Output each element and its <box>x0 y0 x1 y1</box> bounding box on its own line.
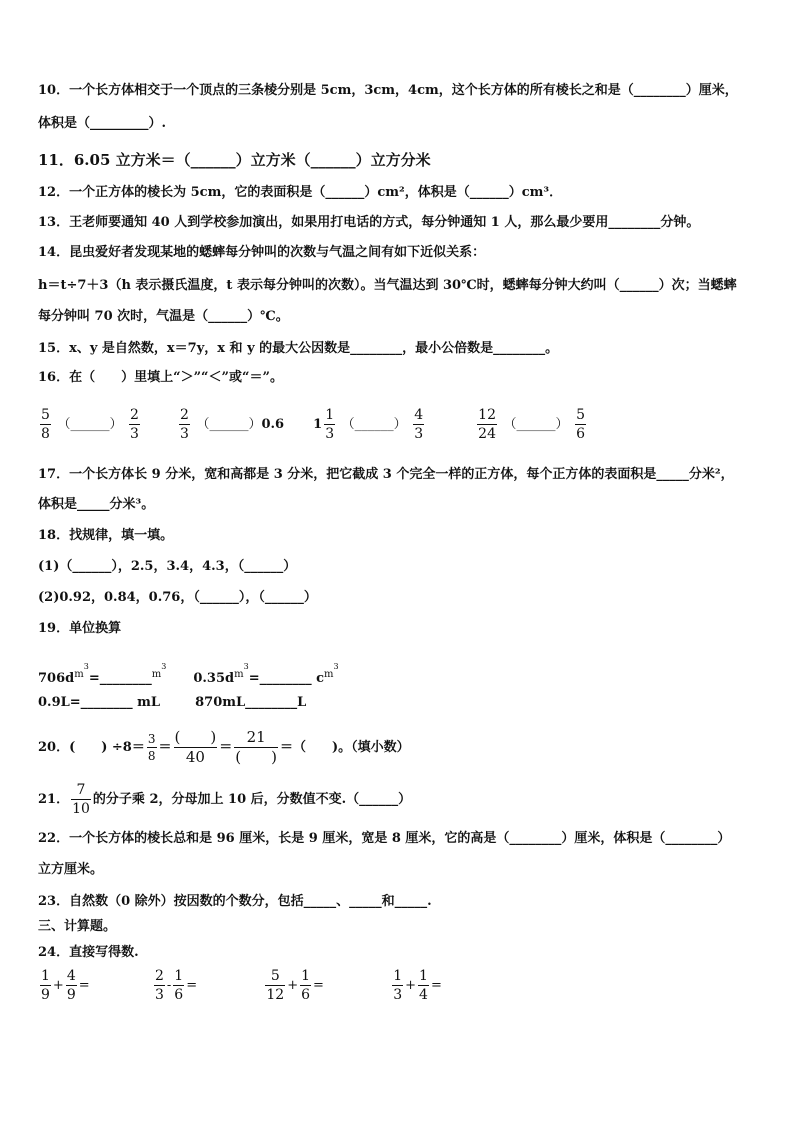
question-20-prefix: 20．( ) ÷8＝ <box>38 740 145 755</box>
fraction: $\frac{5}{12}$ <box>266 968 285 1003</box>
question-19-row-2 <box>38 694 306 712</box>
section-3-heading: 三、计算题。 <box>38 919 117 934</box>
fraction: $\frac{2}{3}$ <box>130 407 139 442</box>
expression: $\frac{2}{3}$ - $\frac{1}{6}$ = <box>154 968 198 1003</box>
answer-blank: （______） <box>196 417 262 432</box>
mixed-whole: 1 <box>313 417 323 432</box>
fraction: $\frac{2}{3}$ <box>154 968 164 1003</box>
unit-value: 706d <box>38 671 75 686</box>
question-11: 11．6.05 立方米＝（______）立方米（______）立方分米 <box>38 151 431 169</box>
expression: $\frac{5}{12}$ + $\frac{1}{6}$ = <box>266 968 324 1003</box>
exponent: 3 <box>333 662 339 671</box>
exponent: 3 <box>161 662 167 671</box>
question-13: 13．王老师要通知 40 人到学校参加演出，如果用打电话的方式，每分钟通知 1 人，那么最少要用________分钟。 <box>38 215 700 230</box>
fraction: $\frac{7}{10}$ <box>72 782 90 817</box>
question-15: 15．x、y 是自然数，x＝7y，x 和 y 的最大公因数是________，最小公倍数是________。 <box>38 341 559 356</box>
question-20-suffix: ＝（ )。（填小数） <box>279 740 410 755</box>
decimal-value: 0.6 <box>261 417 285 432</box>
fraction: $\frac{5}{6}$ <box>576 407 585 442</box>
fraction-blank-numerator: $\frac{( )}{40}$ <box>174 728 217 766</box>
conversion-l: 870mL________L <box>195 695 307 710</box>
question-10-line-2: 体积是（_________）. <box>38 116 167 131</box>
question-14-line-1: 14．昆虫爱好者发现某地的蟋蟀每分钟叫的次数与气温之间有如下近似关系： <box>38 245 486 260</box>
question-14-line-2: h＝t÷7＋3（h 表示摄氏温度，t 表示每分钟叫的次数）。当气温达到 30℃时，蟋蟀每分钟大约叫（______）次；当蟋蟀 <box>38 278 737 293</box>
conversion-blank: =________ <box>88 671 152 686</box>
question-18-part-1: (1)（______），2.5，3.4，4.3，（______） <box>38 559 297 574</box>
question-23: 23．自然数（0 除外）按因数的个数分，包括_____、_____和_____. <box>38 894 432 909</box>
unit-m: m <box>151 669 162 680</box>
fraction: $\frac{4}{9}$ <box>66 968 76 1003</box>
fraction: $\frac{1}{4}$ <box>419 968 428 1003</box>
fraction: $\frac{1}{6}$ <box>174 968 184 1003</box>
fraction: $\frac{5}{8}$ <box>41 407 50 442</box>
fraction: $\frac{12}{24}$ <box>478 407 496 442</box>
conversion-blank: =________ c <box>248 671 325 686</box>
question-24-expressions <box>38 966 442 1006</box>
conversion-ml: 0.9L=________ mL <box>38 695 161 710</box>
fraction: $\frac{2}{3}$ <box>179 407 189 442</box>
question-22-line-1: 22．一个长方体的棱长总和是 96 厘米，长是 9 厘米，宽是 8 厘米，它的高是（________）厘米，体积是（________） <box>38 831 731 846</box>
question-20: 20．( ) ÷8＝ $\frac{3}{8}$ ＝ $\frac{( )}{40}$ ＝ $\frac{21}{( )}$ ＝（ )。（填小数） <box>38 728 410 766</box>
question-21-text: 的分子乘 2，分母加上 10 后，分数值不变.（______） <box>92 792 412 807</box>
unit-m: m <box>234 669 244 680</box>
fraction: $\frac{4}{3}$ <box>414 407 424 442</box>
question-12: 12．一个正方体的棱长为 5cm，它的表面积是（______）cm²，体积是（______）cm³． <box>38 185 563 200</box>
answer-blank: （______） <box>503 417 569 432</box>
question-14-line-3: 每分钟叫 70 次时，气温是（______）℃。 <box>38 309 289 324</box>
fraction: $\frac{3}{8}$ <box>147 732 156 763</box>
unit-m: m <box>324 669 334 680</box>
exponent: 3 <box>243 662 249 671</box>
expression: $\frac{1}{3}$ + $\frac{1}{4}$ = <box>393 968 442 1003</box>
question-21 <box>38 780 411 820</box>
question-17-line-1: 17．一个长方体长 9 分米，宽和高都是 3 分米，把它截成 3 个完全一样的正方体，每个正方体的表面积是_____分米²， <box>38 467 734 482</box>
exponent: 3 <box>83 662 89 671</box>
fraction: $\frac{1}{3}$ <box>325 407 335 442</box>
fraction: $\frac{1}{9}$ <box>41 968 50 1003</box>
question-22-line-2: 立方厘米。 <box>38 862 104 877</box>
question-16-title: 16．在（ ）里填上“＞”“＜”或“＝”。 <box>38 370 283 385</box>
fraction: $\frac{1}{3}$ <box>393 968 403 1003</box>
question-17-line-2: 体积是_____分米³。 <box>38 497 155 512</box>
question-18-title: 18．找规律，填一填。 <box>38 528 174 543</box>
fraction-blank-denominator: $\frac{21}{( )}$ <box>235 728 277 766</box>
expression: $\frac{1}{9}$ + $\frac{4}{9}$ = <box>41 968 90 1003</box>
answer-blank: （______） <box>57 417 123 432</box>
question-10-line-1: 10．一个长方体相交于一个顶点的三条棱分别是 5cm，3cm，4cm，这个长方体的所有棱长之和是（________）厘米， <box>38 83 738 98</box>
unit-m: m <box>74 669 84 680</box>
question-19-title: 19．单位换算 <box>38 621 122 636</box>
fraction: $\frac{1}{6}$ <box>301 968 311 1003</box>
answer-blank: （______） <box>341 417 407 432</box>
question-24-title: 24．直接写得数. <box>38 945 139 960</box>
question-16-comparisons <box>38 405 588 445</box>
question-19-row-1 <box>38 662 339 689</box>
question-18-part-2: (2)0.92，0.84，0.76，（______），（______） <box>38 590 317 605</box>
unit-value: 0.35d <box>193 671 235 686</box>
question-21-label: 21． <box>38 792 70 807</box>
